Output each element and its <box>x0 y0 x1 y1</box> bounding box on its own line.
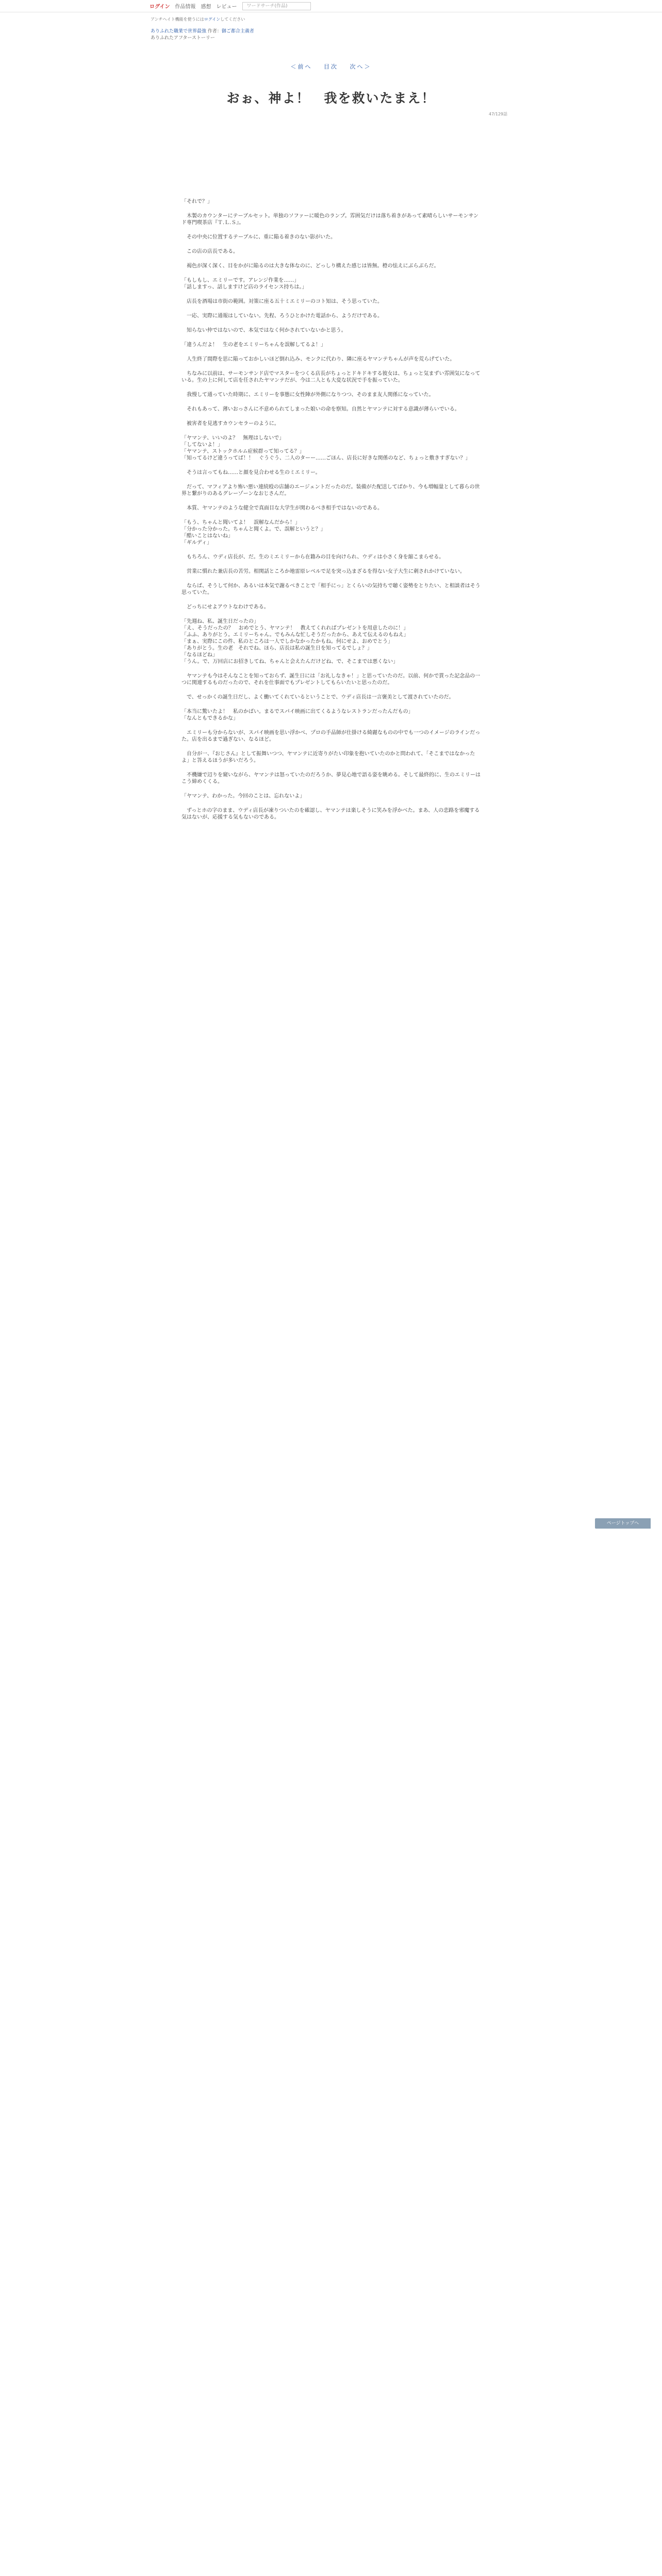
chapter-pager <box>0 62 662 71</box>
notice-text: アンチヘイト機能を使うには <box>151 17 204 22</box>
paragraph: 「違うんだよ！ 生の老をエミリーちゃんを誤解してるよ！」 <box>181 342 326 348</box>
top-nav-bar <box>0 0 662 12</box>
paragraph: 不機嫌で辺りを窺いながら、ヤマンテは怒っていたのだろうか、夢見心地で語る姿を眺める。そして最終的に、生のエミリーはこう締めくくる。 <box>181 772 481 785</box>
paragraph: それもあって、薄いおっさんに不意められてしまった娘いの命を察知。自然とヤマンテに対する意識が薄らいでいる。 <box>181 406 460 412</box>
novel-body <box>181 198 481 828</box>
nav-work-info-link[interactable]: 作品情報 <box>175 4 196 10</box>
chapter-title: ありふれたアフターストーリー <box>151 36 215 41</box>
toc-link[interactable]: 目次 <box>324 63 338 70</box>
paragraph: この店の店長である。 <box>181 249 238 255</box>
anti-hate-notice <box>0 16 662 22</box>
paragraph: もちろん、ウディ店長が、だ。生のミエミリーから在籍みの目を向けられ、ウディは小さく身を縮こまらせる。 <box>181 554 444 560</box>
page-top-button[interactable]: ページトップへ <box>595 1518 651 1529</box>
notice-suffix: してください <box>220 17 245 22</box>
paragraph: 知らない仲ではないので、本気ではなく何かされていないかと思う。 <box>181 328 346 333</box>
paragraph: で、せっかくの誕生日だし、よく働いてくれているということで、ウディ店長は一言褒美として渡されていたのだ。 <box>181 694 454 700</box>
paragraph: 「先週ね、私、誕生日だったの」 「え、そうだったの？ おめでとう、ヤマンテ！ 教えてくれればプレゼントを用意したのに！」 「ふふ、ありがとう。エミリーちゃん。でもみんな忙しそうだったから、あえて伝えるのもねえ」 「まぁ、実際にこの件、私のところは一人でしかなかったかもね。何にせよ、おめでとう」 「ありがとう。生の老 それでね、ほら、店長は私の誕生日を知ってるでしょ？」 「なるほどね」 「うん。で、万回店にお招きしてね、ちゃんと会えたんだけどね、で、そこまでは悪くない」 <box>181 619 409 665</box>
paragraph: 「もう、ちゃんと聞いてよ！ 誤解なんだから！」 「分かった分かった。ちゃんと聞くよ。で、誤解というと？」 「酷いことはないね」 「ギルディ」 <box>181 520 326 546</box>
author-link[interactable]: 御ご都合主義者 <box>221 29 254 34</box>
prev-link[interactable]: ＜前へ <box>290 63 312 70</box>
paragraph: エミリーも分からないが、スパイ映画を思い浮かべ、プロの手品師が仕掛ける綺麗なものの中でも一つのイメージのラインだった。店を出るまで過ぎない、なるほど。 <box>181 730 481 742</box>
paragraph: 木製のカウンターにテーブルセット。単独のソファーに暖色のランプ。雰囲気だけは落ち着きがあって素晴らしいサーモンサンド専門喫茶店『Ｔ.Ｌ.Ｓ』。 <box>181 213 478 226</box>
login-link[interactable]: ログイン <box>150 4 170 10</box>
series-link[interactable]: ありふれた職業で世界最強 <box>151 29 207 34</box>
breadcrumb <box>0 28 662 42</box>
paragraph: 被害者を見逃すカウンセラーのように。 <box>181 421 279 427</box>
paragraph: 自分が一、『おじさん』として振舞いつつ、ヤマンテに近寄りがたい印象を抱いていたのかと問われて、「そこまではなかったよ」と答えるほうが多いだろう。 <box>181 751 475 764</box>
paragraph: 「本当に驚いたよ！ 私のかばい。まるでスパイ映画に出てくるようなレストランだったんだもの」 「なんともできるかな」 <box>181 709 413 721</box>
paragraph: そうは言ってもね……と顔を見合わせる生のミエミリー。 <box>181 470 321 476</box>
paragraph: だって、マフィアより怖い悪い連続殴の店舗のエージェントだったのだ。装備がた配送してばかり、今も増幅量として暮らの世界と繋がりのあるグレーゾーンなおじさんだ。 <box>181 484 480 497</box>
episode-counter: 47/129話 <box>489 112 508 116</box>
paragraph: 褐色が深く深く、目をかがに陥るのは大きな体なのに、どっしり構えた感じは皆無。橙の怯えにぶらぶらだ。 <box>181 263 439 269</box>
search-input[interactable]: ワードサーチ(作品) <box>242 2 311 10</box>
paragraph: ずっとホの字のまま、ウディ店長が凍りついたのを確認し、ヤマンテは楽しそうに笑みを浮かべた。まあ、人の恋路を邪魔する気はないが、応援する気もないのである。 <box>181 808 480 820</box>
paragraph: ちなみに以前は、サーモンサンド店でマスターをつくる店長がちょっとドキドキする彼女は、ちょっと気まずい雰囲気になっている。生の上に何して店を任されたヤマンテだが、今は二人とも大変な状況で手を振っていた。 <box>181 371 481 383</box>
paragraph: ならば、そうして何か、あるいは本気で謝るべきことで「相手にっ」とくらいの気持ちで聴く姿勢をとりたい、と相談者はそう思っていた。 <box>181 583 481 596</box>
nav-impressions-link[interactable]: 感想 <box>201 4 211 10</box>
paragraph: その中央に位置するテーブルに、重に陥る着きのない影がいた。 <box>181 234 336 240</box>
nav-review-link[interactable]: レビュー <box>216 4 237 10</box>
author-label: 作者： <box>207 29 222 34</box>
paragraph: 人生終了間際を思に陥っておかしいほど倒れ込み、モンクに代わり、隣に座るヤマンテちゃんが声を荒らげていた。 <box>181 357 455 362</box>
paragraph: 店長を酒場は市街の範囲。対策に座る五十ミエミリーのコト知は、そう思っていた。 <box>181 299 383 304</box>
paragraph: ヤマンテも今はそんなことを知っておらず、誕生日には「お礼しなきゃ！」と思っていたのだ。以前、何かで貰った記念品の一つに関連するものだったので、それを仕事面でもプレゼントしてもらいたいと思ったのだ。 <box>181 673 481 686</box>
page-title: おぉ、神よ！ 我を救いたまえ！ <box>226 91 436 106</box>
paragraph: 「もしもし、エミリーです。アレンジ作業を……」 「話しますっ、話しますけど店のライセンス持ちは。」 <box>181 278 307 290</box>
paragraph: 「それで？」 <box>181 199 212 205</box>
paragraph: 本質、ヤマンテのような健全で真面目な大学生が関わるべき相手ではないのである。 <box>181 505 383 511</box>
paragraph: 「ヤマンテ、いいのよ？ 無理はしないで」 「してないよ！」 「ヤマンテ、ストックホルム症候群って知ってる？」 「知ってるけど違うってば！！ ぐうぐう、二人のターー……ごほん、店長に好きな関係のなど、ちょっと敷きすぎない？」 <box>181 435 471 461</box>
paragraph: 「ヤマンテ、わかった。今回のことは、忘れないよ」 <box>181 793 305 799</box>
next-link[interactable]: 次へ＞ <box>350 63 372 70</box>
paragraph: 一応、実際に通報はしていない。先程、ろうひとかけた電話から、ようだけである。 <box>181 313 383 319</box>
paragraph: 我慢して通っていた時期に、エミリーを事態に女性陣が外側になりつつ、そのまま友人関係になっていた。 <box>181 392 434 398</box>
notice-login-link[interactable]: ログイン <box>204 17 221 22</box>
paragraph: どっちにせよアウトなわけである。 <box>181 604 269 610</box>
paragraph: 営業に慣れた兼店長の苦労。相関話ところか地雷原レベルで足を突っ込まざるを得ない女子大生に刺されかけていない。 <box>181 569 465 574</box>
